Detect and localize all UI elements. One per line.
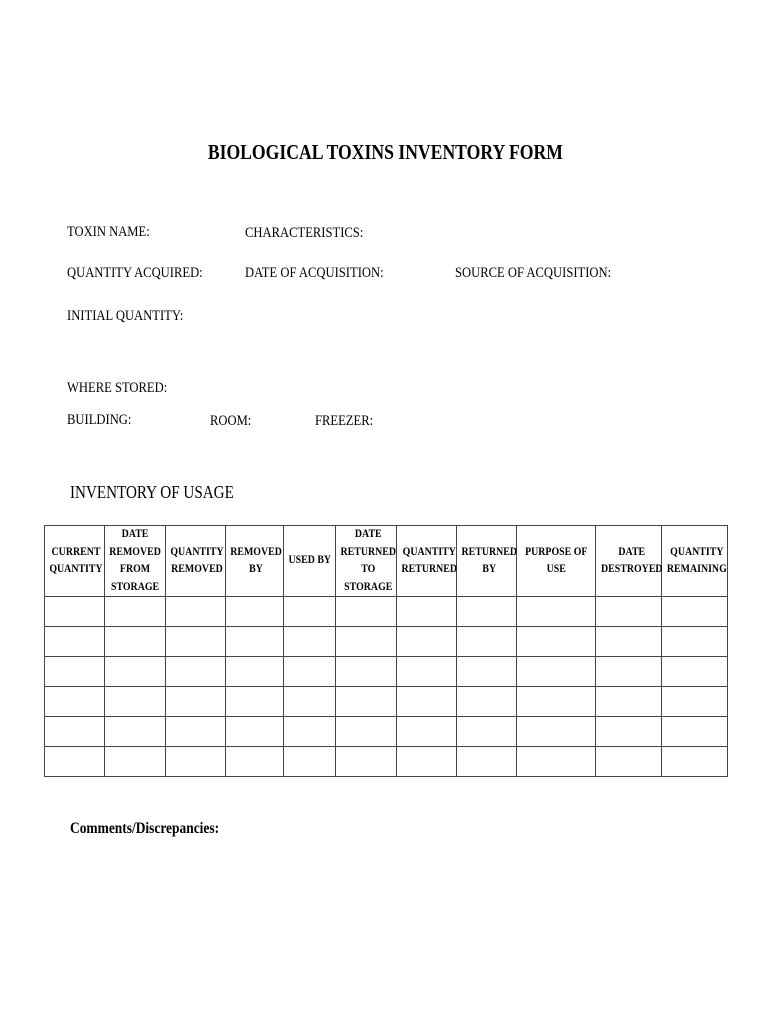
inventory-heading-text: INVENTORY OF USAGE bbox=[70, 482, 234, 502]
col-quantity-remaining bbox=[662, 526, 728, 597]
table-cell[interactable] bbox=[517, 627, 596, 657]
date-of-acquisition-label-text: DATE OF ACQUISITION: bbox=[245, 265, 384, 281]
inventory-heading bbox=[70, 481, 265, 503]
table-row bbox=[45, 747, 728, 777]
table-cell[interactable] bbox=[226, 597, 284, 627]
freezer-label-text: FREEZER: bbox=[315, 413, 374, 429]
col-quantity-remaining-label bbox=[667, 544, 727, 579]
form-title-text: BIOLOGICAL TOXINS INVENTORY FORM bbox=[207, 140, 563, 164]
table-cell[interactable] bbox=[397, 597, 457, 627]
table-cell[interactable] bbox=[45, 747, 105, 777]
table-cell[interactable] bbox=[45, 657, 105, 687]
table-cell[interactable] bbox=[596, 657, 662, 687]
col-header-line: FROM bbox=[119, 563, 151, 575]
table-cell[interactable] bbox=[166, 627, 226, 657]
table-cell[interactable] bbox=[226, 627, 284, 657]
col-header-line: DATE bbox=[354, 528, 382, 540]
quantity-acquired-label-text: QUANTITY ACQUIRED: bbox=[67, 265, 203, 281]
table-cell[interactable] bbox=[105, 687, 166, 717]
table-cell[interactable] bbox=[336, 627, 397, 657]
table-cell[interactable] bbox=[336, 747, 397, 777]
col-header-line: USED BY bbox=[288, 554, 331, 567]
table-cell[interactable] bbox=[596, 597, 662, 627]
table-row bbox=[45, 687, 728, 717]
table-cell[interactable] bbox=[45, 627, 105, 657]
col-quantity-returned-label bbox=[402, 544, 458, 579]
table-cell[interactable] bbox=[457, 627, 517, 657]
table-cell[interactable] bbox=[166, 717, 226, 747]
table-row bbox=[45, 627, 728, 657]
table-cell[interactable] bbox=[457, 657, 517, 687]
col-header-line: REMOVED bbox=[230, 545, 282, 558]
table-cell[interactable] bbox=[457, 597, 517, 627]
table-cell[interactable] bbox=[517, 597, 596, 627]
col-date-removed-label bbox=[109, 526, 161, 596]
col-header-line: BY bbox=[482, 563, 497, 575]
table-cell[interactable] bbox=[596, 687, 662, 717]
table-cell[interactable] bbox=[662, 687, 728, 717]
building-label bbox=[67, 411, 144, 429]
where-stored-label bbox=[67, 379, 186, 397]
room-label bbox=[210, 412, 259, 430]
col-used-by-label bbox=[288, 552, 331, 570]
table-cell[interactable] bbox=[517, 687, 596, 717]
col-header-line: USE bbox=[546, 563, 566, 575]
col-header-line: STORAGE bbox=[344, 580, 393, 593]
table-cell[interactable] bbox=[226, 747, 284, 777]
col-header-line: REMOVED bbox=[171, 563, 223, 575]
table-cell[interactable] bbox=[226, 717, 284, 747]
col-header-line: DATE bbox=[121, 528, 149, 540]
col-header-line: RETURNED bbox=[461, 545, 518, 558]
col-quantity-removed-label bbox=[170, 544, 223, 579]
col-removed-by-label bbox=[230, 544, 282, 579]
table-cell[interactable] bbox=[517, 747, 596, 777]
col-date-destroyed bbox=[596, 526, 662, 597]
col-purpose-of-use-label bbox=[525, 544, 587, 579]
col-date-removed-from-storage bbox=[105, 526, 166, 597]
building-label-text: BUILDING: bbox=[67, 412, 132, 428]
table-cell[interactable] bbox=[397, 717, 457, 747]
col-header-line: RETURNED bbox=[401, 563, 458, 575]
date-of-acquisition-label bbox=[245, 264, 410, 282]
table-cell[interactable] bbox=[517, 717, 596, 747]
table-cell[interactable] bbox=[284, 597, 336, 627]
col-removed-by bbox=[226, 526, 284, 597]
table-cell[interactable] bbox=[457, 747, 517, 777]
table-cell[interactable] bbox=[662, 717, 728, 747]
table-cell[interactable] bbox=[284, 657, 336, 687]
room-label-text: ROOM: bbox=[210, 413, 252, 429]
characteristics-label bbox=[245, 224, 386, 242]
table-row bbox=[45, 657, 728, 687]
characteristics-label-text: CHARACTERISTICS: bbox=[245, 225, 364, 241]
col-header-line: BY bbox=[249, 563, 263, 575]
table-cell[interactable] bbox=[105, 657, 166, 687]
table-cell[interactable] bbox=[284, 717, 336, 747]
col-header-line: QUANTITY bbox=[670, 545, 724, 558]
form-title bbox=[0, 140, 770, 165]
inventory-table-body bbox=[45, 597, 728, 777]
freezer-label bbox=[315, 412, 384, 430]
table-cell[interactable] bbox=[517, 657, 596, 687]
table-cell[interactable] bbox=[45, 597, 105, 627]
table-cell[interactable] bbox=[662, 627, 728, 657]
col-header-line: QUANTITY bbox=[170, 545, 224, 558]
col-header-line: REMOVED bbox=[109, 545, 161, 558]
table-cell[interactable] bbox=[226, 687, 284, 717]
col-current-quantity-label bbox=[49, 544, 102, 579]
col-returned-by bbox=[457, 526, 517, 597]
col-date-returned-label bbox=[341, 526, 397, 596]
col-header-line: CURRENT bbox=[51, 545, 101, 558]
table-cell[interactable] bbox=[596, 717, 662, 747]
table-cell[interactable] bbox=[284, 627, 336, 657]
table-cell[interactable] bbox=[105, 717, 166, 747]
col-header-line: QUANTITY bbox=[402, 545, 456, 558]
table-cell[interactable] bbox=[226, 657, 284, 687]
table-header-row bbox=[45, 526, 728, 597]
where-stored-label-text: WHERE STORED: bbox=[67, 380, 168, 396]
source-of-acquisition-label bbox=[455, 264, 641, 282]
col-returned-by-label bbox=[462, 544, 518, 579]
table-row bbox=[45, 597, 728, 627]
table-cell[interactable] bbox=[397, 657, 457, 687]
table-cell[interactable] bbox=[45, 687, 105, 717]
table-cell[interactable] bbox=[45, 717, 105, 747]
toxin-name-label-text: TOXIN NAME: bbox=[67, 224, 150, 240]
table-cell[interactable] bbox=[596, 747, 662, 777]
initial-quantity-label bbox=[67, 307, 205, 325]
initial-quantity-label-text: INITIAL QUANTITY: bbox=[67, 308, 184, 324]
col-header-line: QUANTITY bbox=[49, 563, 103, 575]
table-cell[interactable] bbox=[105, 597, 166, 627]
toxin-name-label bbox=[67, 223, 165, 241]
table-cell[interactable] bbox=[336, 687, 397, 717]
table-cell[interactable] bbox=[105, 747, 166, 777]
comments-label bbox=[70, 819, 247, 839]
table-cell[interactable] bbox=[166, 687, 226, 717]
col-header-line: REMAINING bbox=[666, 563, 727, 575]
col-current-quantity bbox=[45, 526, 105, 597]
col-date-destroyed-label bbox=[601, 544, 663, 579]
table-cell[interactable] bbox=[336, 657, 397, 687]
col-header-line: PURPOSE OF bbox=[524, 545, 588, 558]
table-cell[interactable] bbox=[662, 597, 728, 627]
col-date-returned-to-storage bbox=[336, 526, 397, 597]
table-cell[interactable] bbox=[457, 717, 517, 747]
col-header-line: STORAGE bbox=[110, 580, 160, 593]
table-cell[interactable] bbox=[284, 687, 336, 717]
col-used-by bbox=[284, 526, 336, 597]
col-header-line: DATE bbox=[618, 545, 646, 558]
col-header-line: RETURNED bbox=[340, 545, 397, 558]
table-cell[interactable] bbox=[397, 747, 457, 777]
table-cell[interactable] bbox=[166, 657, 226, 687]
col-quantity-returned bbox=[397, 526, 457, 597]
table-cell[interactable] bbox=[166, 747, 226, 777]
col-header-line: TO bbox=[361, 563, 376, 575]
table-cell[interactable] bbox=[397, 687, 457, 717]
table-cell[interactable] bbox=[336, 597, 397, 627]
comments-label-text: Comments/Discrepancies: bbox=[70, 820, 220, 837]
inventory-usage-table bbox=[44, 525, 728, 777]
quantity-acquired-label bbox=[67, 264, 229, 282]
table-cell[interactable] bbox=[457, 687, 517, 717]
table-cell[interactable] bbox=[105, 627, 166, 657]
table-cell[interactable] bbox=[284, 747, 336, 777]
table-cell[interactable] bbox=[166, 597, 226, 627]
table-cell[interactable] bbox=[662, 747, 728, 777]
col-header-line: DESTROYED bbox=[601, 563, 663, 575]
table-cell[interactable] bbox=[596, 627, 662, 657]
table-cell[interactable] bbox=[336, 717, 397, 747]
table-row bbox=[45, 717, 728, 747]
source-of-acquisition-label-text: SOURCE OF ACQUISITION: bbox=[455, 265, 612, 281]
table-cell[interactable] bbox=[397, 627, 457, 657]
table-cell[interactable] bbox=[662, 657, 728, 687]
col-quantity-removed bbox=[166, 526, 226, 597]
col-purpose-of-use bbox=[517, 526, 596, 597]
